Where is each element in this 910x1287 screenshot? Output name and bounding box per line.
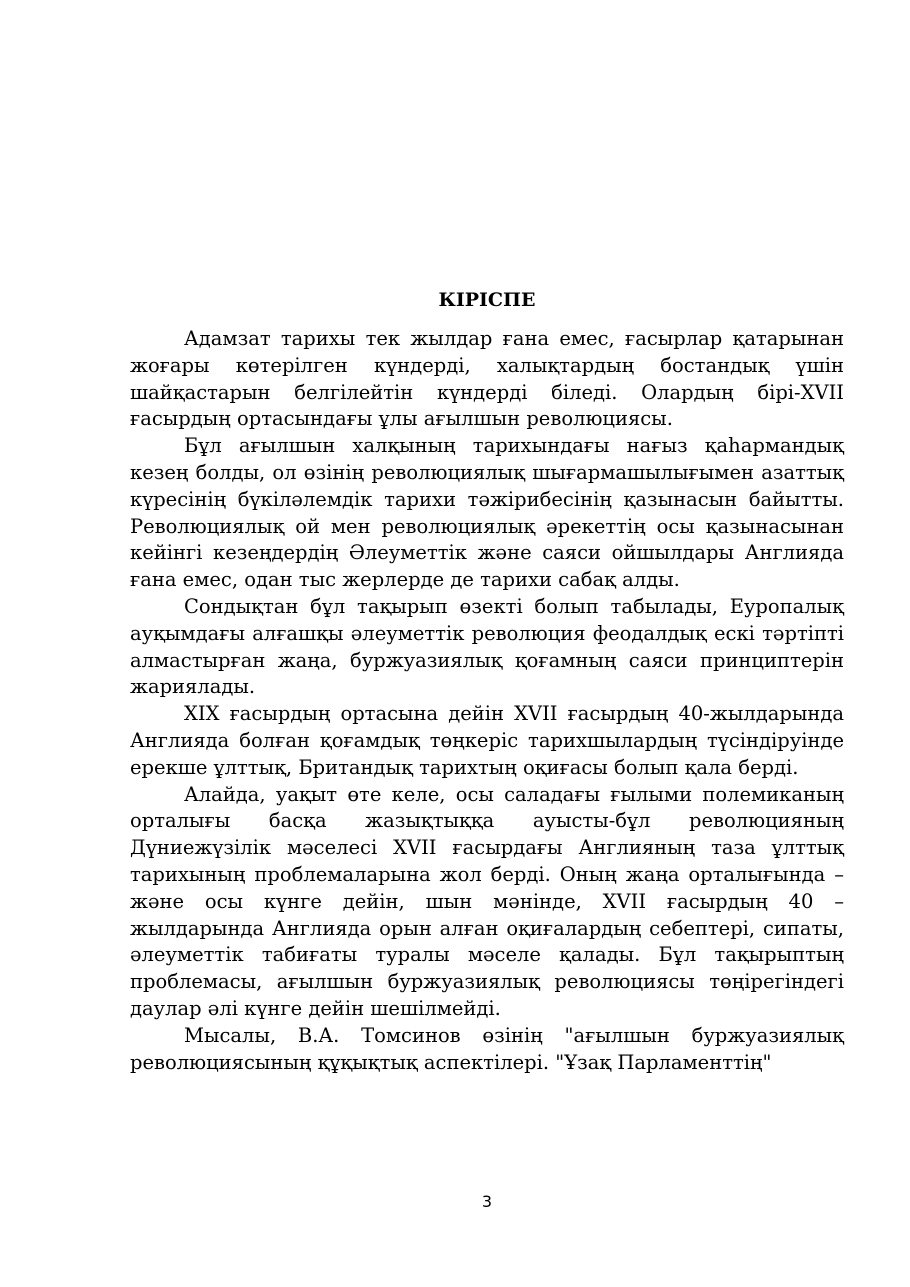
- paragraph: Адамзат тарихы тек жылдар ғана емес, ғасырлар қатарынан жоғары көтерілген күндерді, халықтардың бостандық үшін шайқастарын белгілейтін күндерді біледі. Олардың бірі-XVII ғасырдың ортасындағы ұлы ағылшын революциясы.: [130, 327, 844, 431]
- page-heading: КІРІСПЕ: [438, 289, 536, 311]
- paragraph: Алайда, уақыт өте келе, осы саладағы ғылыми полемиканың орталығы басқа жазықтыққа ауысты-бұл революцияның Дүниежүзілік мәселесі XVII ғасырдағы Англияның таза ұлттық тарихының проблемаларына жол берді. Оның жаңа орталығында – және осы күнге дейін, шын мәнінде, XVII ғасырдың 40 – жылдарында Англияда орын алған оқиғалардың себептері, сипаты, әлеуметтік табиғаты туралы мәселе қалады. Бұл тақырыптың проблемасы, ағылшын буржуазиялық революциясы төңірегіндегі даулар әлі күнге дейін шешілмейді.: [130, 782, 844, 1020]
- page-number: 3: [481, 1192, 493, 1211]
- paragraph: Мысалы, В.А. Томсинов өзінің "ағылшын буржуазиялық революциясының құқықтық аспектілері. "Ұзақ Парламенттің": [130, 1023, 844, 1074]
- paragraph: XIX ғасырдың ортасына дейін XVII ғасырдың 40-жылдарында Англияда болған қоғамдық төңкеріс тарихшылардың түсіндіруінде ерекше ұлттық, Британдық тарихтың оқиғасы болып қала берді.: [130, 702, 844, 779]
- paragraph: Сондықтан бұл тақырып өзекті болып табылады, Еуропалық ауқымдағы алғашқы әлеуметтік революция феодалдық ескі тәртіпті алмастырған жаңа, буржуазиялық қоғамның саяси принциптерін жариялады.: [130, 594, 844, 699]
- body-text: [130, 326, 844, 1076]
- paragraph: Бұл ағылшын халқының тарихындағы нағыз қаһармандық кезең болды, ол өзінің революциялық шығармашылығымен азаттық күресінің бүкіләлемдік тарихи тәжірибесінің қазынасын байытты. Революциялық ой мен революциялық әрекеттің осы қазынасынан кейінгі кезеңдердің Әлеуметтік және саяси ойшылдары Англияда ғана емес, одан тыс жерлерде де тарихи сабақ алды.: [130, 434, 844, 592]
